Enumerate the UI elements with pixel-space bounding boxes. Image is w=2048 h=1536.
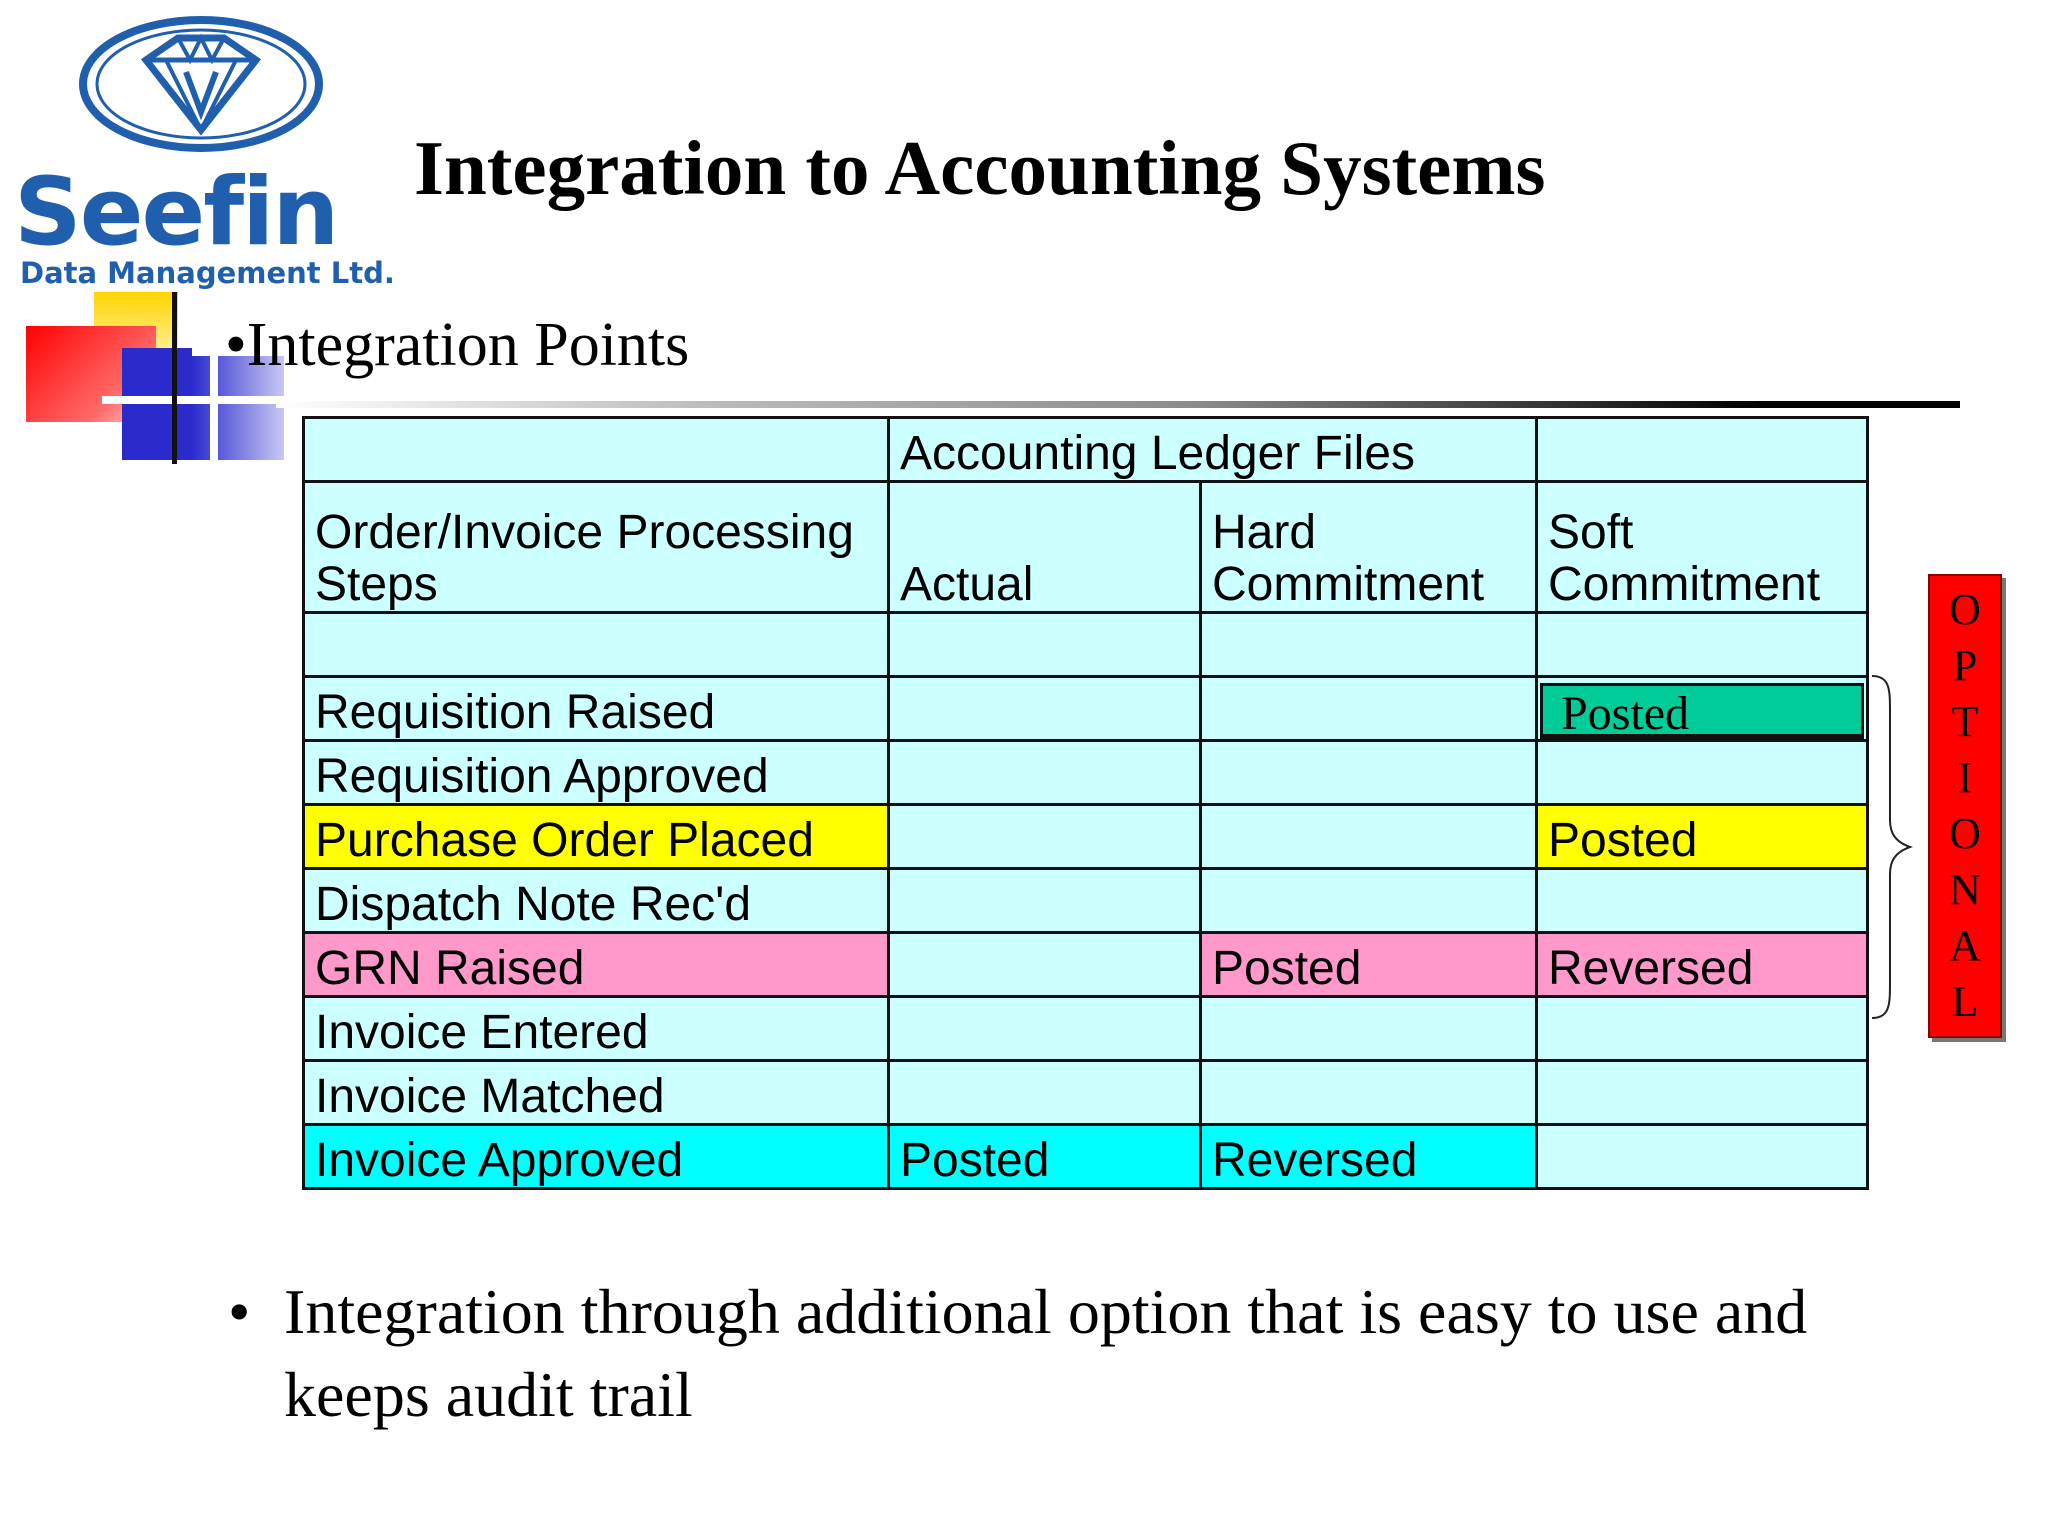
optional-letter: A [1949, 921, 1981, 970]
hard-cell [1201, 997, 1537, 1061]
table-cell [304, 613, 889, 677]
soft-cell [1537, 997, 1868, 1061]
step-cell: GRN Raised [304, 933, 889, 997]
step-cell: Invoice Matched [304, 1061, 889, 1125]
soft-cell [1537, 741, 1868, 805]
logo-tagline: Data Management Ltd. [20, 256, 395, 290]
table-row [304, 933, 1868, 997]
col-header-soft-commitment: Soft Commitment [1537, 482, 1868, 613]
optional-letter: L [1951, 977, 1979, 1026]
company-logo [0, 0, 398, 292]
hard-cell [1201, 741, 1537, 805]
table-header-row-1 [304, 418, 1868, 482]
soft-cell [1537, 677, 1868, 741]
soft-cell [1537, 869, 1868, 933]
bullet-text: Integration through additional option that is easy to use and keeps audit trail [284, 1276, 1808, 1431]
ledger-integration-table [302, 416, 1869, 1190]
table-row [304, 677, 1868, 741]
step-cell: Invoice Approved [304, 1125, 889, 1189]
hard-cell: Reversed [1201, 1125, 1537, 1189]
actual-cell [889, 869, 1201, 933]
group-header-ledger-files: Accounting Ledger Files [889, 418, 1537, 482]
table-header-row-2 [304, 482, 1868, 613]
actual-cell [889, 933, 1201, 997]
table-row [304, 869, 1868, 933]
col-header-hard-commitment: Hard Commitment [1201, 482, 1537, 613]
soft-cell: Posted [1537, 805, 1868, 869]
col-header-actual: Actual [889, 482, 1201, 613]
table-cell [889, 613, 1201, 677]
optional-letter: P [1952, 641, 1978, 690]
hard-cell [1201, 869, 1537, 933]
diamond-logo-icon [78, 12, 324, 162]
soft-cell [1537, 1061, 1868, 1125]
actual-cell: Posted [889, 1125, 1201, 1189]
table-spacer-row [304, 613, 1868, 677]
step-cell: Purchase Order Placed [304, 805, 889, 869]
step-cell: Requisition Raised [304, 677, 889, 741]
right-brace-icon [1866, 672, 1916, 1022]
optional-letter: T [1951, 697, 1979, 746]
actual-cell [889, 1061, 1201, 1125]
step-cell: Requisition Approved [304, 741, 889, 805]
optional-letter: O [1949, 585, 1981, 634]
table-row [304, 997, 1868, 1061]
hard-cell: Posted [1201, 933, 1537, 997]
header-empty-cell [304, 418, 889, 482]
header-empty-cell [1537, 418, 1868, 482]
bullet-text: Integration Points [246, 311, 690, 379]
posted-tag: Posted [1540, 683, 1864, 739]
white-cross-vertical [210, 322, 218, 464]
bullet-audit-trail [228, 1270, 1848, 1436]
optional-label [1928, 574, 2002, 1038]
logo-wordmark: Seefin [14, 158, 338, 267]
actual-cell [889, 741, 1201, 805]
actual-cell [889, 997, 1201, 1061]
soft-cell [1537, 1125, 1868, 1189]
table-cell [1201, 613, 1537, 677]
hard-cell [1201, 677, 1537, 741]
bullet-integration-points [225, 310, 689, 381]
table-row [304, 805, 1868, 869]
black-vertical-line [172, 292, 177, 464]
actual-cell [889, 677, 1201, 741]
table-row [304, 1061, 1868, 1125]
soft-cell: Reversed [1537, 933, 1868, 997]
actual-cell [889, 805, 1201, 869]
optional-letter: N [1949, 865, 1981, 914]
col-header-steps: Order/Invoice Processing Steps [304, 482, 889, 613]
table-row [304, 741, 1868, 805]
step-cell: Dispatch Note Rec'd [304, 869, 889, 933]
heading-underline [276, 401, 1960, 408]
slide-title: Integration to Accounting Systems [414, 125, 1546, 211]
white-cross-horizontal [102, 396, 302, 404]
table-row [304, 1125, 1868, 1189]
table-cell [1537, 613, 1868, 677]
step-cell: Invoice Entered [304, 997, 889, 1061]
bullet-dot: • [228, 1276, 251, 1347]
bullet-dot: • [225, 311, 247, 379]
optional-letter: O [1949, 809, 1981, 858]
blue-square-left [122, 348, 192, 460]
optional-letter: I [1957, 753, 1973, 802]
hard-cell [1201, 1061, 1537, 1125]
hard-cell [1201, 805, 1537, 869]
